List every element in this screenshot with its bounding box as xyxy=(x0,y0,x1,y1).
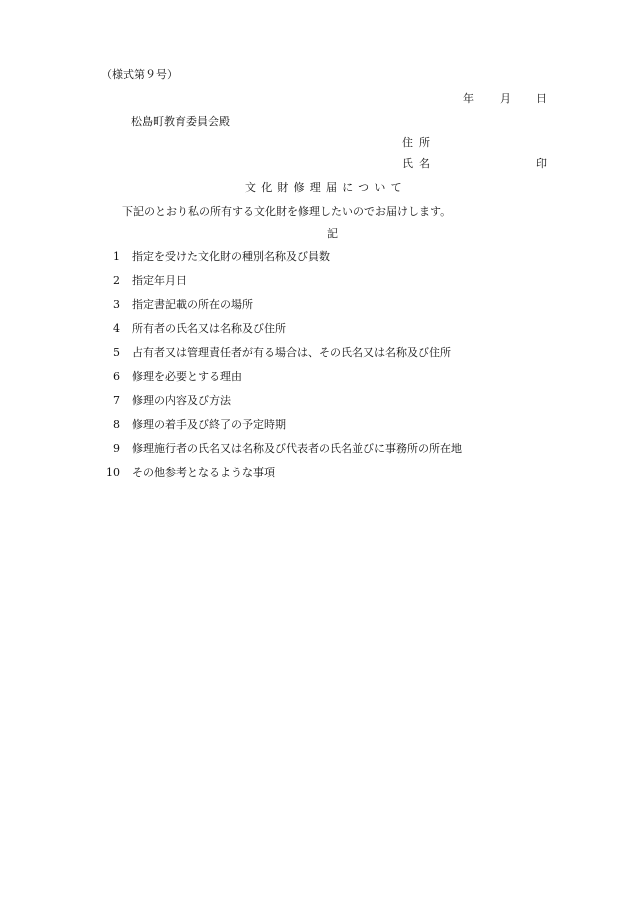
item-number: 10 xyxy=(106,466,120,479)
item-text: 指定を受けた文化財の種別名称及び員数 xyxy=(132,250,330,263)
date-year-label: 年 xyxy=(463,92,474,105)
list-item xyxy=(100,299,462,323)
item-list xyxy=(100,251,462,491)
list-item xyxy=(100,347,462,371)
form-number: （様式第９号） xyxy=(101,68,178,81)
item-text: 指定年月日 xyxy=(132,274,187,287)
item-text: 指定書記載の所在の場所 xyxy=(132,298,253,311)
item-number: 9 xyxy=(113,442,120,455)
item-text: 修理の着手及び終了の予定時期 xyxy=(132,418,286,431)
item-text: 修理施行者の氏名又は名称及び代表者の氏名並びに事務所の所在地 xyxy=(132,442,462,455)
list-item xyxy=(100,371,462,395)
item-text: 占有者又は管理責任者が有る場合は、その氏名又は名称及び住所 xyxy=(132,346,451,359)
item-number: 7 xyxy=(113,394,120,407)
list-item xyxy=(100,443,462,467)
name-label: 氏名 xyxy=(402,157,436,170)
item-text: 修理の内容及び方法 xyxy=(132,394,231,407)
item-number: 2 xyxy=(113,274,120,287)
item-text: 所有者の氏名又は名称及び住所 xyxy=(132,322,286,335)
item-text: その他参考となるような事項 xyxy=(132,466,275,479)
intro-text: 下記のとおり私の所有する文化財を修理したいのでお届けします。 xyxy=(122,205,452,218)
item-number: 6 xyxy=(113,370,120,383)
ki-heading: 記 xyxy=(327,227,338,240)
item-number: 4 xyxy=(113,322,120,335)
item-number: 3 xyxy=(113,298,120,311)
item-number: 1 xyxy=(113,250,120,263)
list-item xyxy=(100,395,462,419)
seal-label: 印 xyxy=(536,157,547,170)
item-text: 修理を必要とする理由 xyxy=(132,370,242,383)
addressee: 松島町教育委員会殿 xyxy=(131,115,230,128)
date-month-label: 月 xyxy=(500,92,511,105)
item-number: 8 xyxy=(113,418,120,431)
list-item xyxy=(100,275,462,299)
address-label: 住所 xyxy=(402,136,436,149)
document-title: 文化財修理届について xyxy=(245,181,407,194)
list-item xyxy=(100,419,462,443)
list-item xyxy=(100,251,462,275)
list-item xyxy=(100,467,462,491)
list-item xyxy=(100,323,462,347)
date-day-label: 日 xyxy=(536,92,547,105)
item-number: 5 xyxy=(113,346,120,359)
